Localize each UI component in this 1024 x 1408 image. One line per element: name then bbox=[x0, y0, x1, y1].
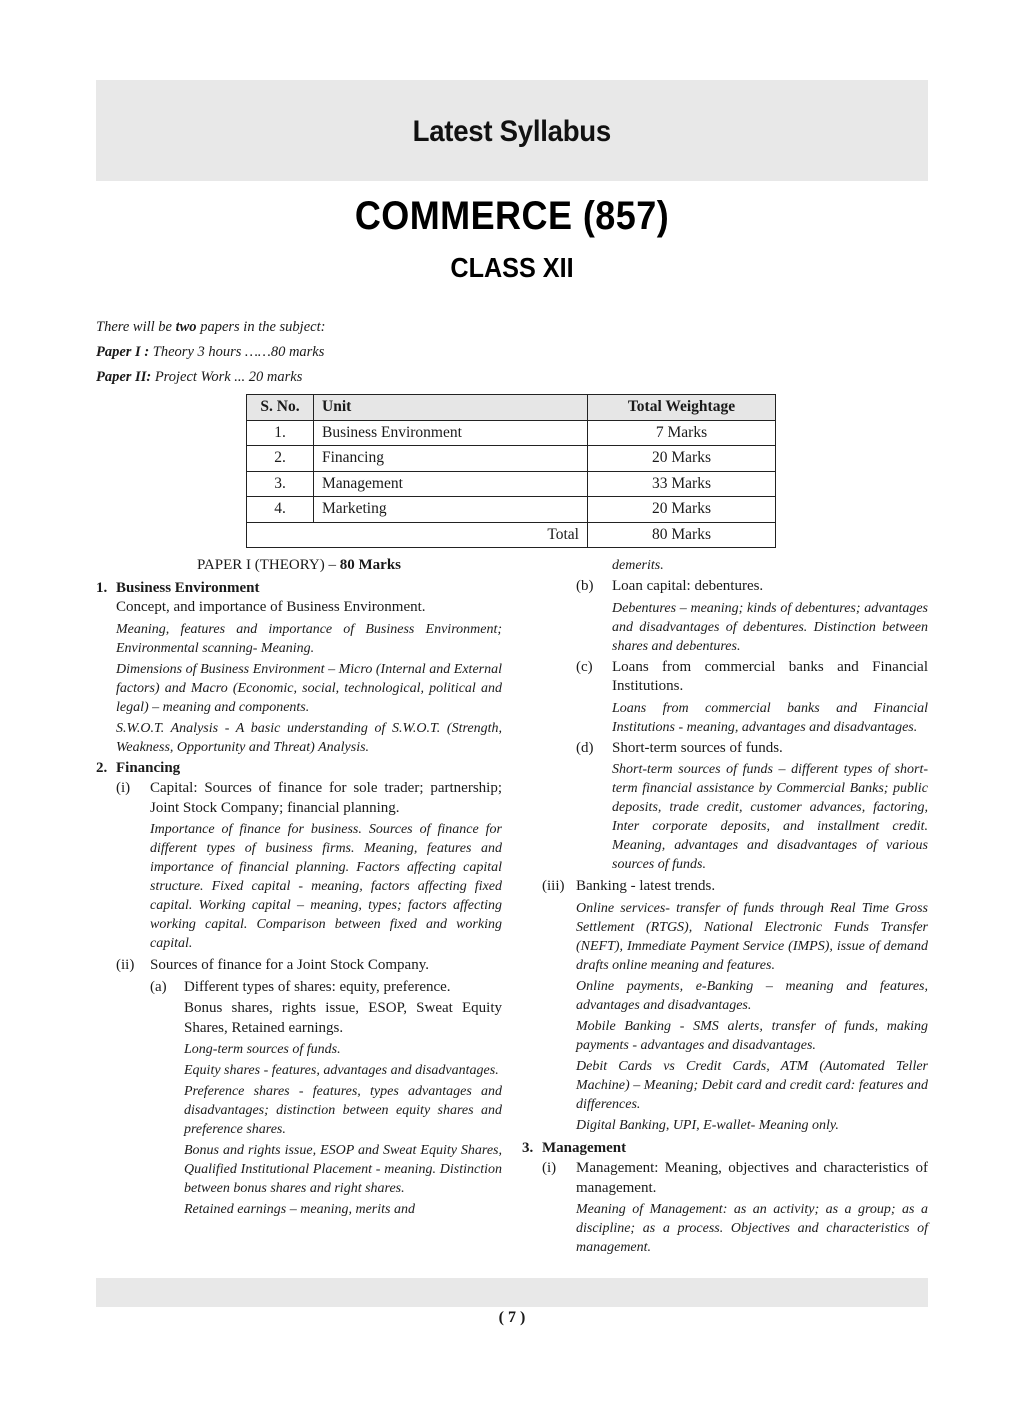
topic-detail: Meaning, features and importance of Business Environment; Environmental scanning- Meaning. bbox=[116, 621, 502, 656]
topic-detail: Equity shares - features, advantages and disadvantages. bbox=[184, 1063, 499, 1078]
class-title: CLASS XII bbox=[450, 252, 574, 283]
cell-weightage: 20 Marks bbox=[588, 497, 776, 523]
topic-detail: Bonus and rights issue, ESOP and Sweat Equity Shares, Qualified Institutional Placement - meaning. Distinction between bonus shares and right shares. bbox=[184, 1143, 502, 1196]
weightage-table bbox=[246, 394, 776, 548]
topic-detail: Preference shares - features, types advantages and disadvantages; distinction between equity shares and preference shares. bbox=[184, 1084, 502, 1137]
table-header-row bbox=[247, 395, 776, 421]
footer-band bbox=[96, 1278, 928, 1307]
paper2-line: Paper II: Project Work ... 20 marks bbox=[96, 369, 303, 385]
header-sno: S. No. bbox=[247, 395, 314, 421]
table-row bbox=[247, 420, 776, 446]
topic-detail: Loans from commercial banks and Financial Institutions - meaning, advantages and disadvantages. bbox=[612, 700, 928, 735]
topic-detail: Retained earnings – meaning, merits and bbox=[184, 1202, 415, 1217]
topic-detail: Online payments, e-Banking – meaning and features, advantages and disadvantages. bbox=[576, 978, 928, 1013]
page-number: ( 7 ) bbox=[498, 1309, 526, 1326]
cell-unit: Management bbox=[314, 471, 588, 497]
topic-detail: Meaning of Management: as an activity; as a group; as a discipline; as a process. Objectives and characteristics of management. bbox=[576, 1202, 928, 1255]
topic-detail: S.W.O.T. Analysis - A basic understanding of S.W.O.T. (Strength, Weakness, Opportunity and Threat) Analysis. bbox=[116, 720, 502, 755]
section-heading: 1. Business Environment bbox=[96, 579, 260, 596]
intro-line: There will be two papers in the subject: bbox=[96, 319, 326, 335]
topic-text: Management: Meaning, objectives and characteristics of management. bbox=[576, 1160, 928, 1196]
topic-text: Banking - latest trends. bbox=[576, 878, 716, 894]
intro-block bbox=[96, 315, 325, 390]
right-column bbox=[516, 556, 932, 1278]
cell-sno: 3. bbox=[247, 471, 314, 497]
topic-text: Loan capital: debentures. bbox=[612, 578, 764, 594]
paper1-line: Paper I : Theory 3 hours ……80 marks bbox=[96, 344, 325, 360]
sub-item: (a) Different types of shares: equity, preference. Bonus shares, rights issue, ESOP, Sweat Equity Shares, Retained earnings. Long-term sources of funds. Equity shares - features, advantages and disadvantages. Preference shares - features, types advantages and disadvantages; distinction between equity shares and preference shares. Bonus and rights issue, ESOP and Sweat Equity Shares, Qualified Institutional Placement - meaning. Distinction between bonus shares and right shares. Retained earnings – meaning, merits and bbox=[150, 978, 502, 1217]
section-body bbox=[116, 598, 502, 757]
section-heading: 3. Management bbox=[522, 1139, 627, 1156]
topic-text: Bonus shares, rights issue, ESOP, Sweat Equity Shares, Retained earnings. bbox=[184, 1000, 502, 1036]
topic-detail: Dimensions of Business Environment – Micro (Internal and External factors) and Macro (Economic, social, technological, political and legal) – meaning and components. bbox=[116, 661, 502, 715]
cell-unit: Marketing bbox=[314, 497, 588, 523]
cell-weightage: 33 Marks bbox=[588, 471, 776, 497]
cell-unit: Financing bbox=[314, 446, 588, 472]
topic-detail: Importance of finance for business. Sources of finance for different types of business firms. Meaning, features and importance of financial planning. Factors affecting capital structure. Fixed capital - meaning, factors affecting fixed capital. Working capital – meaning, types; factors affecting working capital. Comparison between fixed and working capital. bbox=[150, 822, 502, 951]
section-heading: 2. Financing bbox=[96, 759, 181, 776]
cell-sno: 2. bbox=[247, 446, 314, 472]
table-total-row bbox=[247, 522, 776, 548]
table-row bbox=[247, 497, 776, 523]
subtopic: (ii) Sources of finance for a Joint Stock Company. (a) Different types of shares: equity, preference. Bonus shares, rights issue, ESOP, Sweat Equity Shares, Retained earnings. Long-term sources of funds. Equity shares - features, advantages and disadvantages. Preference shares - features, types advantages and disadvantages; distinction between equity shares and preference shares. Bonus and rights issue, ESOP and Sweat Equity Shares, Qualified Institutional Placement - meaning. Distinction between bonus shares and right shares. Retained earnings – meaning, merits and bbox=[116, 956, 502, 1221]
topic-text: Concept, and importance of Business Environment. bbox=[116, 599, 426, 615]
table-row bbox=[247, 471, 776, 497]
subtopic: (i) Capital: Sources of finance for sole trader; partnership; Joint Stock Company; financial planning. Importance of finance for business. Sources of finance for different types of business firms. Meaning, features and importance of financial planning. Factors affecting capital structure. Fixed capital - meaning, factors affecting fixed capital. Working capital – meaning, types; factors affecting working capital. Comparison between fixed and working capital. bbox=[116, 780, 502, 951]
paper-heading: PAPER I (THEORY) – 80 Marks bbox=[196, 557, 402, 573]
sub-item: (c) Loans from commercial banks and Financial Institutions. Loans from commercial banks and Financial Institutions - meaning, advantages and disadvantages. bbox=[576, 658, 928, 735]
total-label: Total bbox=[247, 522, 588, 548]
cell-sno: 4. bbox=[247, 497, 314, 523]
cell-weightage: 7 Marks bbox=[588, 420, 776, 446]
total-value: 80 Marks bbox=[588, 522, 776, 548]
sub-item: (d) Short-term sources of funds. Short-term sources of funds – different types of short-term financial assistance by Commercial Banks; public deposits, trade credit, customer advances, factoring, Inter corporate deposits, and installment credit. Meaning, advantages and disadvantages of various sources of funds. bbox=[576, 739, 928, 872]
header-band bbox=[96, 80, 928, 181]
topic-text: Different types of shares: equity, preference. bbox=[184, 978, 451, 995]
topic-detail: Mobile Banking - SMS alerts, transfer of funds, making payments - advantages and disadvantages. bbox=[576, 1018, 928, 1053]
topic-text: Loans from commercial banks and Financial Institutions. bbox=[612, 658, 928, 694]
subtopic: (iii) Banking - latest trends. Online services- transfer of funds through Real Time Gross Settlement (RTGS), National Electronic Funds Transfer (NEFT), Immediate Payment Service (IMPS), issue of demand drafts online meaning and features. Online payments, e-Banking – meaning and features, advantages and disadvantages. Mobile Banking - SMS alerts, transfer of funds, making payments - advantages and disadvantages. Debit Cards vs Credit Cards, ATM (Automated Teller Machine) – Meaning; Debit card and credit card: features and differences. Digital Banking, UPI, E-wallet- Meaning only. bbox=[542, 878, 928, 1133]
topic-detail: Short-term sources of funds – different types of short-term financial assistance by Commercial Banks; public deposits, trade credit, customer advances, factoring, Inter corporate deposits, and installment credit. Meaning, advantages and disadvantages of various sources of funds. bbox=[612, 762, 928, 872]
topic-detail: Online services- transfer of funds through Real Time Gross Settlement (RTGS), National Electronic Funds Transfer (NEFT), Immediate Payment Service (IMPS), issue of demand drafts online meaning and features. bbox=[576, 900, 928, 973]
topic-detail: Debit Cards vs Credit Cards, ATM (Automated Teller Machine) – Meaning; Debit card and credit card: features and differences. bbox=[576, 1058, 928, 1112]
topic-text: Capital: Sources of finance for sole trader; partnership; Joint Stock Company; financial planning. bbox=[150, 780, 502, 816]
topic-text: Sources of finance for a Joint Stock Company. bbox=[150, 957, 429, 973]
topic-detail: demerits. bbox=[612, 558, 664, 573]
band-title: Latest Syllabus bbox=[412, 114, 612, 148]
cell-weightage: 20 Marks bbox=[588, 446, 776, 472]
topic-detail: Digital Banking, UPI, E-wallet- Meaning only. bbox=[576, 1117, 839, 1133]
table-row bbox=[247, 446, 776, 472]
header-unit: Unit bbox=[314, 395, 588, 421]
topic-detail: Long-term sources of funds. bbox=[184, 1042, 341, 1057]
sub-item: (b) Loan capital: debentures. Debentures – meaning; kinds of debentures; advantages and disadvantages of debentures. Distinction between shares and debentures. bbox=[576, 578, 928, 654]
left-column bbox=[96, 556, 506, 1278]
header-weightage: Total Weightage bbox=[588, 395, 776, 421]
topic-text: Short-term sources of funds. bbox=[612, 739, 783, 756]
cell-unit: Business Environment bbox=[314, 420, 588, 446]
topic-detail: Debentures – meaning; kinds of debentures; advantages and disadvantages of debentures. Distinction between shares and debentures. bbox=[612, 600, 928, 654]
subtopic: (i) Management: Meaning, objectives and characteristics of management. Meaning of Management: as an activity; as a group; as a discipline; as a process. Objectives and characteristics of management. bbox=[542, 1160, 928, 1255]
cell-sno: 1. bbox=[247, 420, 314, 446]
subject-title: COMMERCE (857) bbox=[354, 194, 670, 238]
